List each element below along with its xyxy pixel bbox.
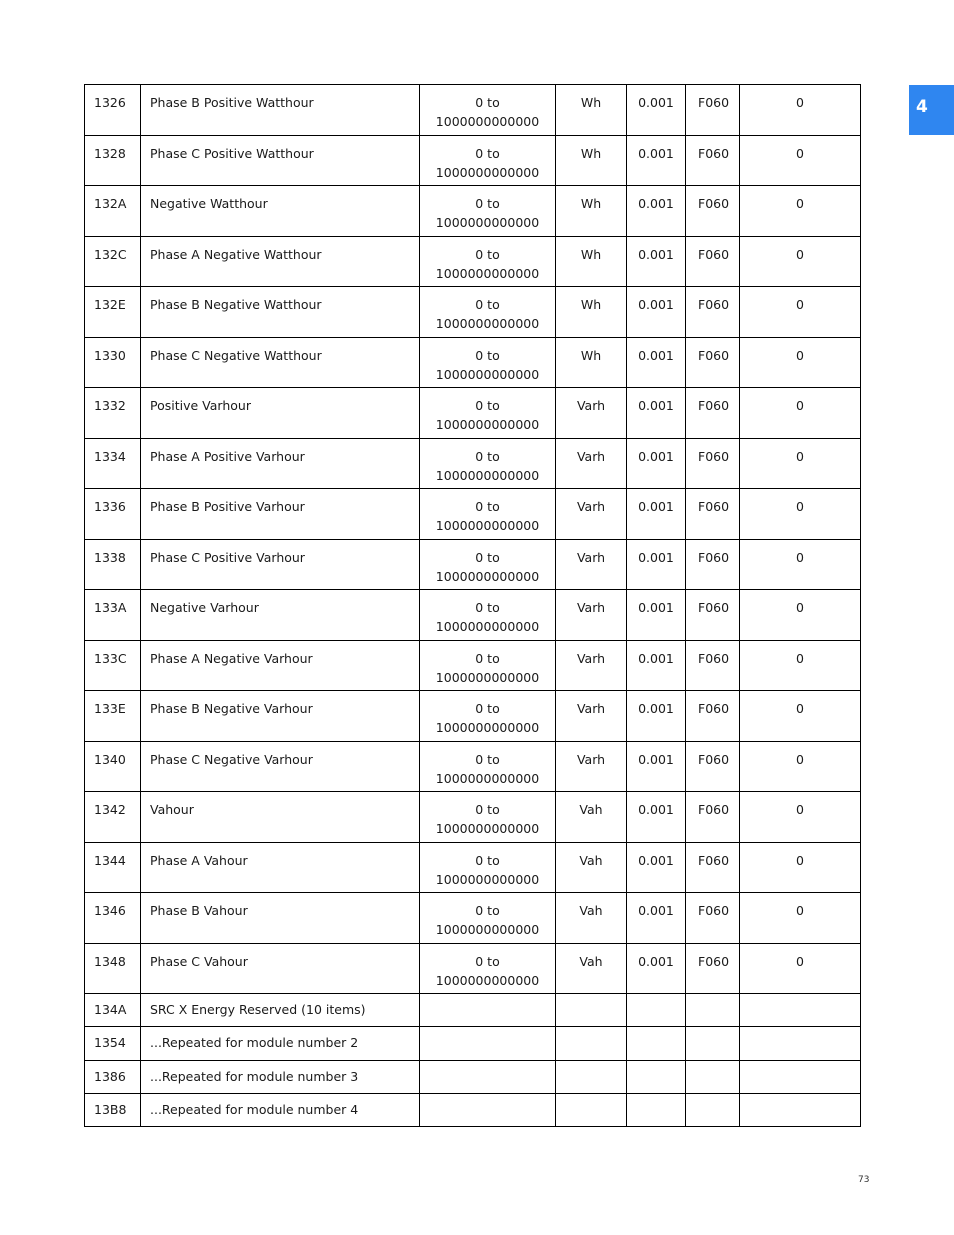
table-row bbox=[85, 590, 861, 641]
range-cell bbox=[420, 994, 556, 1027]
table-row bbox=[85, 792, 861, 843]
step-cell: 0.001 bbox=[627, 287, 686, 338]
range-line: 1000000000000 bbox=[435, 265, 540, 281]
description-cell: Positive Varhour bbox=[141, 388, 420, 439]
range-line: 0 to bbox=[475, 448, 500, 464]
address-cell: 133C bbox=[85, 640, 141, 691]
range-line: 0 to bbox=[475, 297, 500, 312]
address-cell: 13B8 bbox=[85, 1093, 141, 1126]
range-cell bbox=[420, 186, 556, 237]
range-line: 0 to bbox=[475, 549, 500, 565]
range-line: 0 to bbox=[475, 600, 500, 615]
range-line: 1000000000000 bbox=[435, 619, 540, 634]
address-cell: 1342 bbox=[85, 792, 141, 843]
format-cell: F060 bbox=[686, 640, 740, 691]
table-row bbox=[85, 1093, 861, 1126]
description-cell: Phase C Vahour bbox=[141, 943, 420, 994]
units-cell: Vah bbox=[556, 842, 627, 893]
table-row bbox=[85, 135, 861, 186]
step-cell: 0.001 bbox=[627, 186, 686, 237]
table-row bbox=[85, 186, 861, 237]
range-line: 1000000000000 bbox=[435, 316, 540, 331]
range-line: 0 to bbox=[475, 95, 500, 110]
format-cell: F060 bbox=[686, 236, 740, 287]
step-cell: 0.001 bbox=[627, 85, 686, 136]
address-cell: 132E bbox=[85, 287, 141, 338]
address-cell: 132A bbox=[85, 186, 141, 237]
units-cell: Varh bbox=[556, 489, 627, 540]
units-cell: Varh bbox=[556, 539, 627, 590]
range-cell bbox=[420, 1060, 556, 1093]
description-cell: Phase B Positive Watthour bbox=[141, 85, 420, 136]
range-cell bbox=[420, 842, 556, 893]
address-cell: 1346 bbox=[85, 893, 141, 944]
format-cell: F060 bbox=[686, 85, 740, 136]
description-cell: ...Repeated for module number 4 bbox=[141, 1093, 420, 1126]
units-cell: Varh bbox=[556, 691, 627, 742]
table-row bbox=[85, 893, 861, 944]
address-cell: 134A bbox=[85, 994, 141, 1027]
default-cell: 0 bbox=[740, 135, 861, 186]
range-line: 1000000000000 bbox=[435, 114, 540, 129]
range-cell bbox=[420, 438, 556, 489]
default-cell bbox=[740, 1093, 861, 1126]
description-cell: Vahour bbox=[141, 792, 420, 843]
format-cell: F060 bbox=[686, 741, 740, 792]
table-row bbox=[85, 539, 861, 590]
table-row bbox=[85, 388, 861, 439]
format-cell: F060 bbox=[686, 337, 740, 388]
range-cell bbox=[420, 590, 556, 641]
range-line: 0 to bbox=[475, 751, 500, 767]
range-cell bbox=[420, 691, 556, 742]
description-cell: Phase A Negative Watthour bbox=[141, 236, 420, 287]
step-cell: 0.001 bbox=[627, 893, 686, 944]
table-row bbox=[85, 337, 861, 388]
address-cell: 1348 bbox=[85, 943, 141, 994]
default-cell: 0 bbox=[740, 590, 861, 641]
table-row bbox=[85, 842, 861, 893]
range-line: 0 to bbox=[475, 398, 500, 413]
format-cell: F060 bbox=[686, 135, 740, 186]
step-cell: 0.001 bbox=[627, 691, 686, 742]
format-cell: F060 bbox=[686, 893, 740, 944]
default-cell bbox=[740, 1027, 861, 1060]
range-line: 0 to bbox=[475, 903, 500, 918]
range-cell bbox=[420, 792, 556, 843]
description-cell: Phase A Positive Varhour bbox=[141, 438, 420, 489]
format-cell bbox=[686, 1093, 740, 1126]
format-cell: F060 bbox=[686, 539, 740, 590]
default-cell: 0 bbox=[740, 287, 861, 338]
description-cell: Negative Varhour bbox=[141, 590, 420, 641]
range-cell bbox=[420, 539, 556, 590]
step-cell: 0.001 bbox=[627, 236, 686, 287]
default-cell: 0 bbox=[740, 539, 861, 590]
units-cell bbox=[556, 1060, 627, 1093]
step-cell: 0.001 bbox=[627, 135, 686, 186]
description-cell: Phase B Vahour bbox=[141, 893, 420, 944]
range-cell bbox=[420, 893, 556, 944]
default-cell: 0 bbox=[740, 236, 861, 287]
description-cell: Phase C Positive Watthour bbox=[141, 135, 420, 186]
step-cell: 0.001 bbox=[627, 741, 686, 792]
description-cell: ...Repeated for module number 3 bbox=[141, 1060, 420, 1093]
step-cell: 0.001 bbox=[627, 590, 686, 641]
units-cell bbox=[556, 1093, 627, 1126]
address-cell: 133E bbox=[85, 691, 141, 742]
range-line: 1000000000000 bbox=[435, 922, 540, 937]
range-line: 0 to bbox=[475, 701, 500, 716]
table-row bbox=[85, 236, 861, 287]
units-cell: Vah bbox=[556, 893, 627, 944]
step-cell: 0.001 bbox=[627, 388, 686, 439]
default-cell: 0 bbox=[740, 691, 861, 742]
range-line: 0 to bbox=[475, 953, 500, 969]
format-cell: F060 bbox=[686, 691, 740, 742]
default-cell bbox=[740, 994, 861, 1027]
range-cell bbox=[420, 236, 556, 287]
table-row bbox=[85, 691, 861, 742]
units-cell: Vah bbox=[556, 792, 627, 843]
table-row bbox=[85, 438, 861, 489]
units-cell: Varh bbox=[556, 590, 627, 641]
range-cell bbox=[420, 1027, 556, 1060]
units-cell: Varh bbox=[556, 640, 627, 691]
description-cell: Phase A Vahour bbox=[141, 842, 420, 893]
description-cell: ...Repeated for module number 2 bbox=[141, 1027, 420, 1060]
range-line: 1000000000000 bbox=[435, 467, 540, 483]
range-cell bbox=[420, 1093, 556, 1126]
range-cell bbox=[420, 388, 556, 439]
page-number: 73 bbox=[858, 1175, 870, 1185]
units-cell: Wh bbox=[556, 287, 627, 338]
step-cell bbox=[627, 1060, 686, 1093]
address-cell: 1340 bbox=[85, 741, 141, 792]
description-cell: Phase C Negative Watthour bbox=[141, 337, 420, 388]
format-cell: F060 bbox=[686, 590, 740, 641]
table-row bbox=[85, 489, 861, 540]
description-cell: Negative Watthour bbox=[141, 186, 420, 237]
step-cell: 0.001 bbox=[627, 489, 686, 540]
address-cell: 1338 bbox=[85, 539, 141, 590]
range-cell bbox=[420, 943, 556, 994]
range-cell bbox=[420, 640, 556, 691]
step-cell: 0.001 bbox=[627, 438, 686, 489]
table-row bbox=[85, 640, 861, 691]
range-line: 0 to bbox=[475, 196, 500, 211]
default-cell: 0 bbox=[740, 489, 861, 540]
range-line: 1000000000000 bbox=[435, 366, 540, 382]
format-cell: F060 bbox=[686, 943, 740, 994]
units-cell: Varh bbox=[556, 741, 627, 792]
format-cell bbox=[686, 1027, 740, 1060]
range-line: 1000000000000 bbox=[435, 568, 540, 584]
address-cell: 1336 bbox=[85, 489, 141, 540]
address-cell: 1330 bbox=[85, 337, 141, 388]
default-cell: 0 bbox=[740, 438, 861, 489]
description-cell: Phase B Positive Varhour bbox=[141, 489, 420, 540]
address-cell: 1354 bbox=[85, 1027, 141, 1060]
default-cell: 0 bbox=[740, 388, 861, 439]
address-cell: 133A bbox=[85, 590, 141, 641]
range-line: 1000000000000 bbox=[435, 871, 540, 887]
table-row bbox=[85, 943, 861, 994]
chapter-tab-number: 4 bbox=[916, 97, 928, 117]
default-cell: 0 bbox=[740, 943, 861, 994]
address-cell: 1334 bbox=[85, 438, 141, 489]
units-cell: Varh bbox=[556, 388, 627, 439]
units-cell: Wh bbox=[556, 186, 627, 237]
range-line: 1000000000000 bbox=[435, 215, 540, 230]
description-cell: Phase C Negative Varhour bbox=[141, 741, 420, 792]
address-cell: 1332 bbox=[85, 388, 141, 439]
range-line: 0 to bbox=[475, 145, 500, 161]
range-line: 0 to bbox=[475, 802, 500, 817]
step-cell: 0.001 bbox=[627, 640, 686, 691]
range-cell bbox=[420, 741, 556, 792]
range-line: 0 to bbox=[475, 347, 500, 363]
address-cell: 132C bbox=[85, 236, 141, 287]
range-line: 1000000000000 bbox=[435, 417, 540, 432]
step-cell: 0.001 bbox=[627, 943, 686, 994]
format-cell: F060 bbox=[686, 388, 740, 439]
address-cell: 1344 bbox=[85, 842, 141, 893]
step-cell: 0.001 bbox=[627, 792, 686, 843]
description-cell: Phase B Negative Varhour bbox=[141, 691, 420, 742]
step-cell: 0.001 bbox=[627, 842, 686, 893]
range-line: 1000000000000 bbox=[435, 164, 540, 180]
range-cell bbox=[420, 489, 556, 540]
range-line: 1000000000000 bbox=[435, 518, 540, 533]
units-cell: Vah bbox=[556, 943, 627, 994]
range-line: 0 to bbox=[475, 650, 500, 666]
format-cell: F060 bbox=[686, 792, 740, 843]
units-cell: Wh bbox=[556, 135, 627, 186]
range-line: 0 to bbox=[475, 499, 500, 514]
range-cell bbox=[420, 85, 556, 136]
range-line: 0 to bbox=[475, 246, 500, 262]
step-cell: 0.001 bbox=[627, 337, 686, 388]
default-cell: 0 bbox=[740, 337, 861, 388]
units-cell: Varh bbox=[556, 438, 627, 489]
register-table bbox=[84, 84, 861, 1127]
range-line: 1000000000000 bbox=[435, 821, 540, 836]
default-cell: 0 bbox=[740, 741, 861, 792]
step-cell bbox=[627, 1027, 686, 1060]
address-cell: 1326 bbox=[85, 85, 141, 136]
table-row bbox=[85, 1027, 861, 1060]
units-cell bbox=[556, 994, 627, 1027]
units-cell: Wh bbox=[556, 337, 627, 388]
table-row bbox=[85, 994, 861, 1027]
table-row bbox=[85, 85, 861, 136]
format-cell: F060 bbox=[686, 489, 740, 540]
format-cell bbox=[686, 994, 740, 1027]
description-cell: Phase B Negative Watthour bbox=[141, 287, 420, 338]
units-cell: Wh bbox=[556, 85, 627, 136]
chapter-tab bbox=[909, 85, 954, 135]
range-line: 1000000000000 bbox=[435, 720, 540, 735]
address-cell: 1386 bbox=[85, 1060, 141, 1093]
range-cell bbox=[420, 337, 556, 388]
register-table-body bbox=[85, 85, 861, 1127]
table-row bbox=[85, 287, 861, 338]
default-cell: 0 bbox=[740, 186, 861, 237]
table-row bbox=[85, 741, 861, 792]
default-cell: 0 bbox=[740, 85, 861, 136]
address-cell: 1328 bbox=[85, 135, 141, 186]
range-line: 0 to bbox=[475, 852, 500, 868]
default-cell: 0 bbox=[740, 893, 861, 944]
default-cell: 0 bbox=[740, 640, 861, 691]
step-cell bbox=[627, 1093, 686, 1126]
default-cell: 0 bbox=[740, 842, 861, 893]
units-cell: Wh bbox=[556, 236, 627, 287]
format-cell: F060 bbox=[686, 287, 740, 338]
range-cell bbox=[420, 135, 556, 186]
range-cell bbox=[420, 287, 556, 338]
units-cell bbox=[556, 1027, 627, 1060]
step-cell: 0.001 bbox=[627, 539, 686, 590]
description-cell: Phase C Positive Varhour bbox=[141, 539, 420, 590]
description-cell: SRC X Energy Reserved (10 items) bbox=[141, 994, 420, 1027]
range-line: 1000000000000 bbox=[435, 972, 540, 988]
format-cell: F060 bbox=[686, 842, 740, 893]
table-row bbox=[85, 1060, 861, 1093]
range-line: 1000000000000 bbox=[435, 770, 540, 786]
description-cell: Phase A Negative Varhour bbox=[141, 640, 420, 691]
default-cell bbox=[740, 1060, 861, 1093]
default-cell: 0 bbox=[740, 792, 861, 843]
format-cell: F060 bbox=[686, 186, 740, 237]
step-cell bbox=[627, 994, 686, 1027]
format-cell: F060 bbox=[686, 438, 740, 489]
range-line: 1000000000000 bbox=[435, 669, 540, 685]
format-cell bbox=[686, 1060, 740, 1093]
